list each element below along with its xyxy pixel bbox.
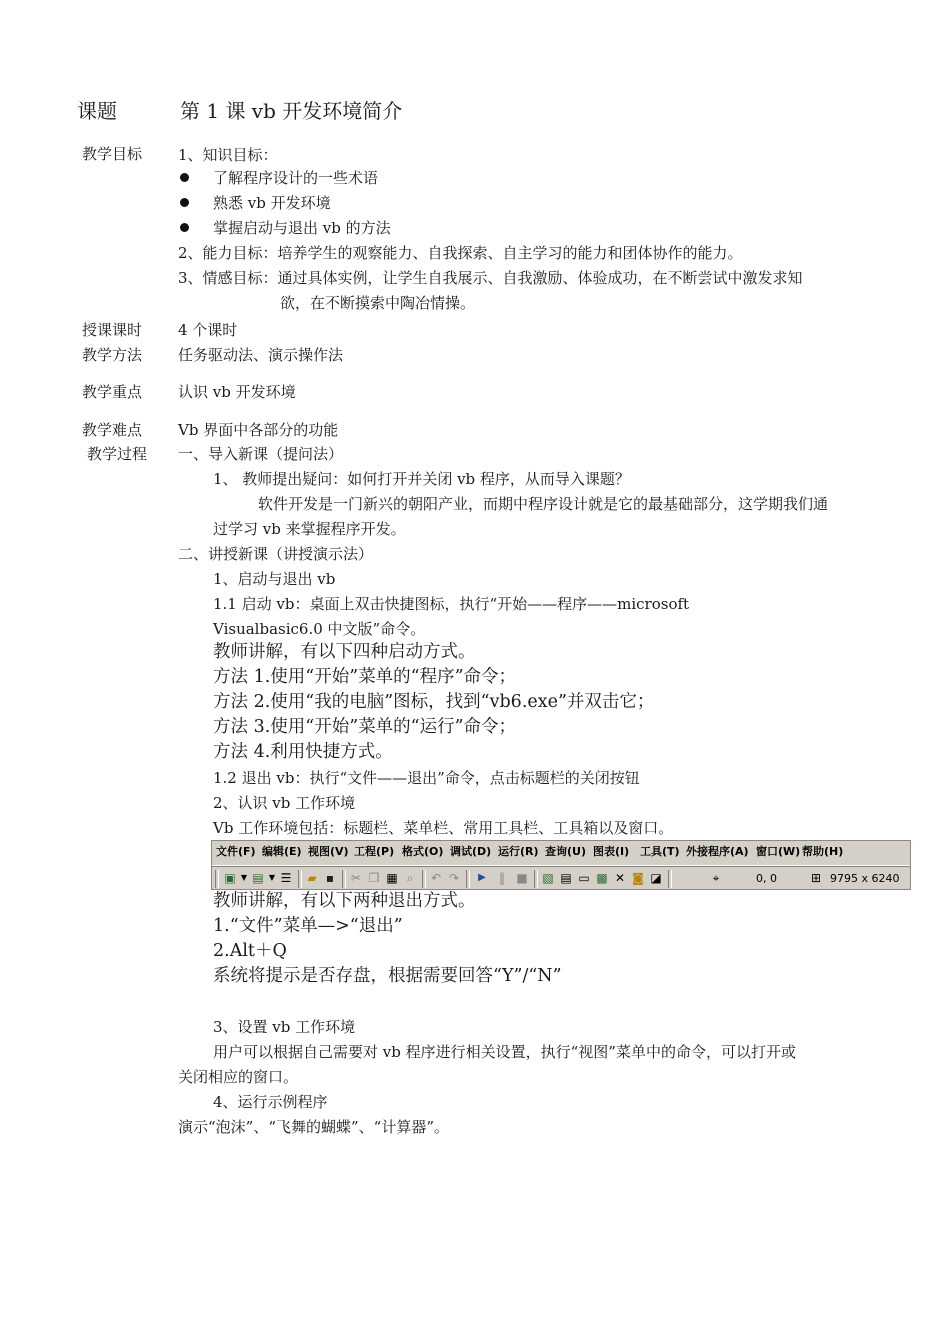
environment-description: Vb 工作环境包括：标题栏、菜单栏、常用工具栏、工具箱以及窗口。 [213,819,674,837]
emotion-objective: 3、情感目标：通过具体实例，让学生自我展示、自我激励、体验成功，在不断尝试中激发求知 [178,269,803,287]
dropdown-arrow-icon: ▼ [268,873,276,882]
size-readout: 9795 x 6240 [830,872,900,885]
ability-objective: 2、能力目标：培养学生的观察能力、自我探索、自主学习的能力和团体协作的能力。 [178,244,743,262]
bullet-item: 熟悉 vb 开发环境 [213,194,331,212]
hours-value: 4 个课时 [178,321,238,339]
position-icon: ⌖ [712,871,720,885]
settings-paragraph: 用户可以根据自己需要对 vb 程序进行相关设置，执行“视图”菜单中的命令，可以打开或 [213,1043,796,1061]
vb-menu-query: 查询(U) [545,845,586,858]
find-icon: ⌕ [406,871,414,885]
end-icon: ■ [516,871,528,885]
menu-editor-icon: ☰ [280,871,292,885]
exit-vb-step: 1.2 退出 vb：执行“文件——退出”命令，点击标题栏的关闭按钮 [213,769,640,787]
vb-standard-toolbar [212,866,910,891]
vb-menu-debug: 调试(D) [450,845,492,858]
bullet-icon [180,173,189,182]
data-view-icon: ◙ [632,871,644,885]
vb-menu-addins: 外接程序(A) [686,845,749,858]
save-project-icon: ▪ [325,871,335,885]
open-project-icon: ▰ [307,871,317,885]
form-layout-icon: ▭ [578,871,590,885]
bullet-icon [180,223,189,232]
knowledge-objective: 1、知识目标： [178,146,278,164]
vb-menu-bar [212,841,910,866]
section-lecture: 二、讲授新课（讲授演示法） [178,545,374,563]
copy-icon: ❐ [368,871,380,885]
section-intro: 一、导入新课（提问法） [178,445,344,463]
key-point-label: 教学重点 [82,383,143,401]
method-label: 教学方法 [82,346,143,364]
objectives-label: 教学目标 [82,145,143,163]
add-form-icon: ▤ [252,871,264,885]
properties-window-icon: ▤ [560,871,572,885]
emotion-objective-cont: 欲，在不断摸索中陶冶情操。 [280,294,476,312]
intro-paragraph: 软件开发是一门新兴的朝阳产业，而期中程序设计就是它的最基础部分，这学期我们通 [258,495,829,513]
teacher-note: 教师讲解，有以下四种启动方式。 [213,642,476,662]
start-method: 方法 2.使用“我的电脑”图标，找到“vb6.exe”并双击它； [213,692,655,712]
subsection-environment: 2、认识 vb 工作环境 [213,794,356,812]
settings-paragraph-cont: 关闭相应的窗口。 [178,1068,299,1086]
hours-label: 授课课时 [82,321,143,339]
process-label: 教学过程 [87,445,148,463]
bullet-item: 掌握启动与退出 vb 的方法 [213,219,391,237]
dropdown-arrow-icon: ▼ [240,873,248,882]
component-manager-icon: ◪ [650,871,662,885]
subsection-examples: 4、运行示例程序 [213,1093,328,1111]
vb-ide-screenshot [211,840,911,890]
vb-menu-window: 窗口(W) [756,845,801,858]
toolbar-separator [298,870,302,888]
toolbar-separator [342,870,346,888]
bullet-icon [180,198,189,207]
difficulty-label: 教学难点 [82,421,143,439]
vb-menu-file: 文件(F) [216,845,256,858]
toolbar-separator [466,870,470,888]
intro-question: 1、 教师提出疑问：如何打开并关闭 vb 程序，从而导入课题？ [213,470,630,488]
toolbar-separator [422,870,426,888]
method-value: 任务驱动法、演示操作法 [178,346,344,364]
vb-menu-format: 格式(O) [402,845,444,858]
exit-teacher-note: 教师讲解，有以下两种退出方式。 [213,891,476,911]
lesson-title: 第 1 课 vb 开发环境简介 [180,99,403,123]
start-method: 方法 1.使用“开始”菜单的“程序”命令； [213,667,517,687]
subsection-start-exit: 1、启动与退出 vb [213,570,336,588]
position-readout: 0, 0 [756,872,777,885]
header-label: 课题 [77,99,117,123]
exit-save-prompt: 系统将提示是否存盘，根据需要回答“Y”/“N” [213,966,562,986]
vb-menu-view: 视图(V) [308,845,349,858]
toolbar-separator [534,870,538,888]
start-icon: ▶ [478,872,486,883]
object-browser-icon: ▩ [596,871,608,885]
undo-icon: ↶ [430,871,442,885]
project-explorer-icon: ▧ [542,871,554,885]
bullet-item: 了解程序设计的一些术语 [213,169,379,187]
key-point-value: 认识 vb 开发环境 [178,383,296,401]
examples-description: 演示“泡沫”、“飞舞的蝴蝶”、“计算器”。 [178,1118,450,1136]
toolbar-grip [215,870,219,888]
size-icon: ⊞ [810,871,822,885]
subsection-settings: 3、设置 vb 工作环境 [213,1018,356,1036]
redo-icon: ↷ [448,871,460,885]
vb-menu-edit: 编辑(E) [262,845,302,858]
toolbox-icon: ✕ [614,871,626,885]
intro-paragraph-cont: 过学习 vb 来掌握程序开发。 [213,520,406,538]
start-method: 方法 4.利用快捷方式。 [213,742,393,762]
vb-menu-tools: 工具(T) [640,845,680,858]
vb-menu-chart: 图表(I) [593,845,630,858]
toolbar-separator [668,870,672,888]
difficulty-value: Vb 界面中各部分的功能 [178,421,339,439]
exit-method: 2.Alt＋Q [213,941,287,961]
start-vb-step: 1.1 启动 vb：桌面上双击快捷图标，执行“开始——程序——microsoft [213,595,690,613]
vb-menu-project: 工程(P) [354,845,395,858]
cut-icon: ✂ [350,871,362,885]
vb-menu-run: 运行(R) [498,845,539,858]
start-vb-step-cont: Visualbasic6.0 中文版”命令。 [213,620,426,638]
paste-icon: ▦ [386,871,398,885]
add-project-icon: ▣ [224,871,236,885]
vb-menu-help: 帮助(H) [802,845,844,858]
exit-method: 1.“文件”菜单—>“退出” [213,916,403,936]
start-method: 方法 3.使用“开始”菜单的“运行”命令； [213,717,517,737]
break-icon: ‖ [499,871,505,885]
